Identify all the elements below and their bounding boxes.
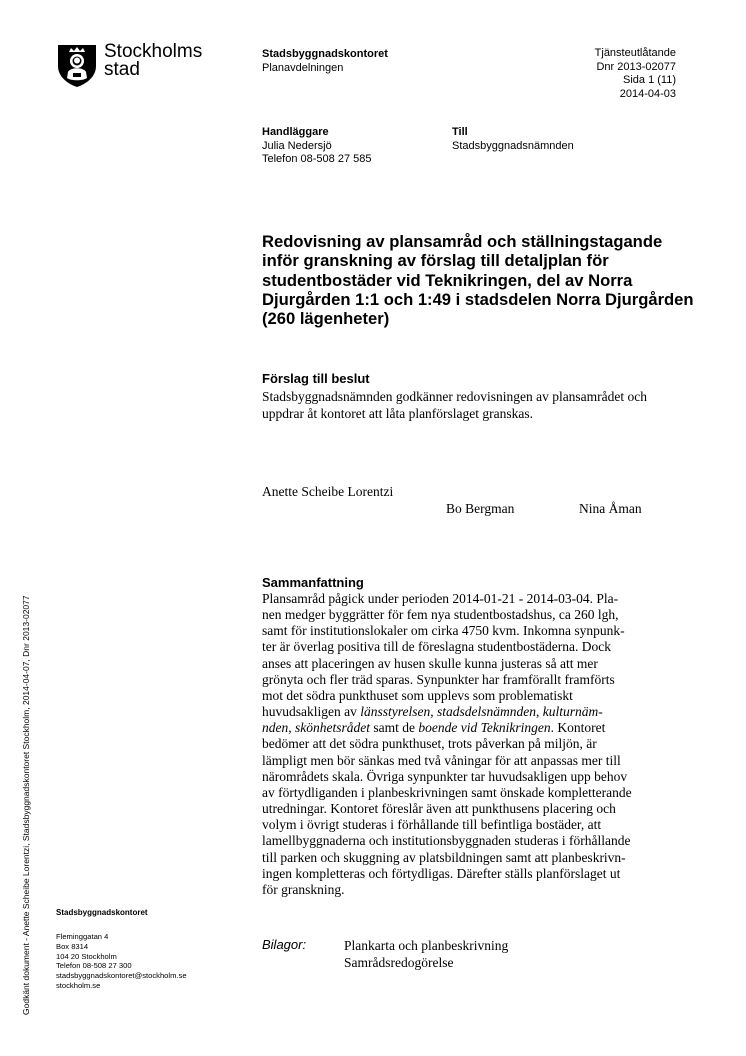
proposal-text: Stadsbyggnadsnämnden godkänner redovisningen av plansamrådet och uppdrar åt kontoret att låta planförslaget granskas. bbox=[262, 389, 648, 421]
signature-1: Anette Scheibe Lorentzi bbox=[262, 484, 394, 499]
signature-3: Nina Åman bbox=[579, 501, 642, 516]
attachments-label: Bilagor: bbox=[262, 937, 307, 952]
header-doc-info bbox=[595, 47, 676, 101]
handlaggare-name: Julia Nedersjö bbox=[262, 139, 332, 152]
footer-web: stockholm.se bbox=[56, 980, 101, 990]
summary-italic-4: skönhetsrådet bbox=[295, 720, 370, 736]
stockholm-stad-logo bbox=[56, 42, 216, 88]
till-label: Till bbox=[452, 126, 468, 138]
doc-page: Sida 1 (11) bbox=[623, 74, 676, 86]
summary-italic-3: kulturnäm- nden bbox=[262, 704, 603, 736]
header-dept: Planavdelningen bbox=[262, 62, 344, 74]
footer-address-block bbox=[56, 932, 187, 991]
summary-sep-3: , bbox=[288, 720, 295, 736]
summary-sep-4: samt de bbox=[370, 720, 419, 736]
attachment-item: Samrådsredogörelse bbox=[344, 955, 454, 970]
document-title: Redovisning av plansamråd och ställningstagande inför granskning av förslag till detaljplan för studentbostäder vid Teknikringen, del av Norra Djurgården 1:1 och 1:49 i stadsdelen Norra Djurgården (260 lägenheter) bbox=[262, 232, 694, 329]
summary-text bbox=[262, 591, 682, 898]
logo-line2: stad bbox=[104, 59, 140, 80]
handlaggare-label: Handläggare bbox=[262, 126, 329, 138]
doc-type: Tjänsteutlåtande bbox=[594, 47, 676, 59]
doc-dnr: Dnr 2013-02077 bbox=[596, 60, 676, 73]
approval-stamp-vertical: Godkänt dokument - Anette Scheibe Lorentzi, Stadsbyggnadskontoret Stockholm, 2014-04-07, Dnr 2013-02077 bbox=[21, 595, 31, 1015]
handlaggare-block bbox=[262, 126, 371, 167]
footer-street: Fleminggatan 4 bbox=[56, 932, 109, 941]
summary-italic-2: stadsdelsnämnden bbox=[436, 704, 536, 720]
summary-sep-2: , bbox=[535, 704, 543, 720]
logo-line1: Stockholms bbox=[104, 41, 203, 62]
header-org: Stadsbyggnadskontoret bbox=[262, 48, 388, 60]
summary-heading: Sammanfattning bbox=[262, 575, 364, 590]
till-block bbox=[452, 126, 574, 153]
summary-sep-1: , bbox=[430, 704, 437, 720]
logo-text bbox=[104, 43, 202, 79]
crest-icon bbox=[56, 42, 98, 88]
summary-part-1: Plansamråd pågick under perioden 2014-01-21 - 2014-03-04. Pla- nen medger byggrätter för fem nya studentbostadshus, ca 260 lgh, samt för institutionslokaler om cirka 4750 kvm. Inkomna synpunk- ter är överlag positiva till de föreslagna studentbostäderna. Dock anses att placeringen av husen skulle kunna justeras så att mer grönyta och fler träd sparas. Synpunkter har framförallt framförts mot det södra punkthuset som upplevs som problematiskt huvudsakligen av bbox=[262, 591, 625, 720]
summary-italic-5: boende vid Teknikringen bbox=[418, 720, 551, 736]
handlaggare-phone: Telefon 08-508 27 585 bbox=[262, 153, 372, 165]
attachments-list bbox=[344, 937, 508, 971]
till-recipient: Stadsbyggnadsnämnden bbox=[452, 139, 574, 152]
footer-org: Stadsbyggnadskontoret bbox=[56, 908, 148, 917]
attachment-item: Plankarta och planbeskrivning bbox=[344, 938, 509, 953]
footer-phone: Telefon 08-508 27 300 bbox=[56, 961, 132, 971]
summary-italic-1: länsstyrelsen bbox=[360, 704, 431, 720]
signature-2: Bo Bergman bbox=[446, 501, 515, 516]
doc-date: 2014-04-03 bbox=[619, 87, 676, 100]
footer-email: stadsbyggnadskontoret@stockholm.se bbox=[56, 971, 187, 981]
proposal-heading: Förslag till beslut bbox=[262, 371, 370, 386]
header-org-block bbox=[262, 47, 388, 75]
summary-part-2: . Kontoret bedömer att det södra punkthuset, trots påverkan på miljön, är lämpligt men bör sänkas med två våningar för att anpassas mer till närområdets skala. Övriga synpunkter tar huvudsakligen upp behov av förtydliganden i planbeskrivningen samt önskade kompletterande utredningar. Kontoret föreslår även att punkthusens placering och volym i övrigt studeras i förhållande till befintliga bostäder, att lamellbyggnaderna och institutionsbyggnaden studeras i förhållande till parken och skuggning av platsbildningen samt att planbeskrivn- ingen kompletteras och förtydligas. Därefter ställs planförslaget ut för granskning. bbox=[262, 720, 632, 897]
footer-postal: 104 20 Stockholm bbox=[56, 951, 117, 961]
footer-box: Box 8314 bbox=[56, 941, 89, 951]
